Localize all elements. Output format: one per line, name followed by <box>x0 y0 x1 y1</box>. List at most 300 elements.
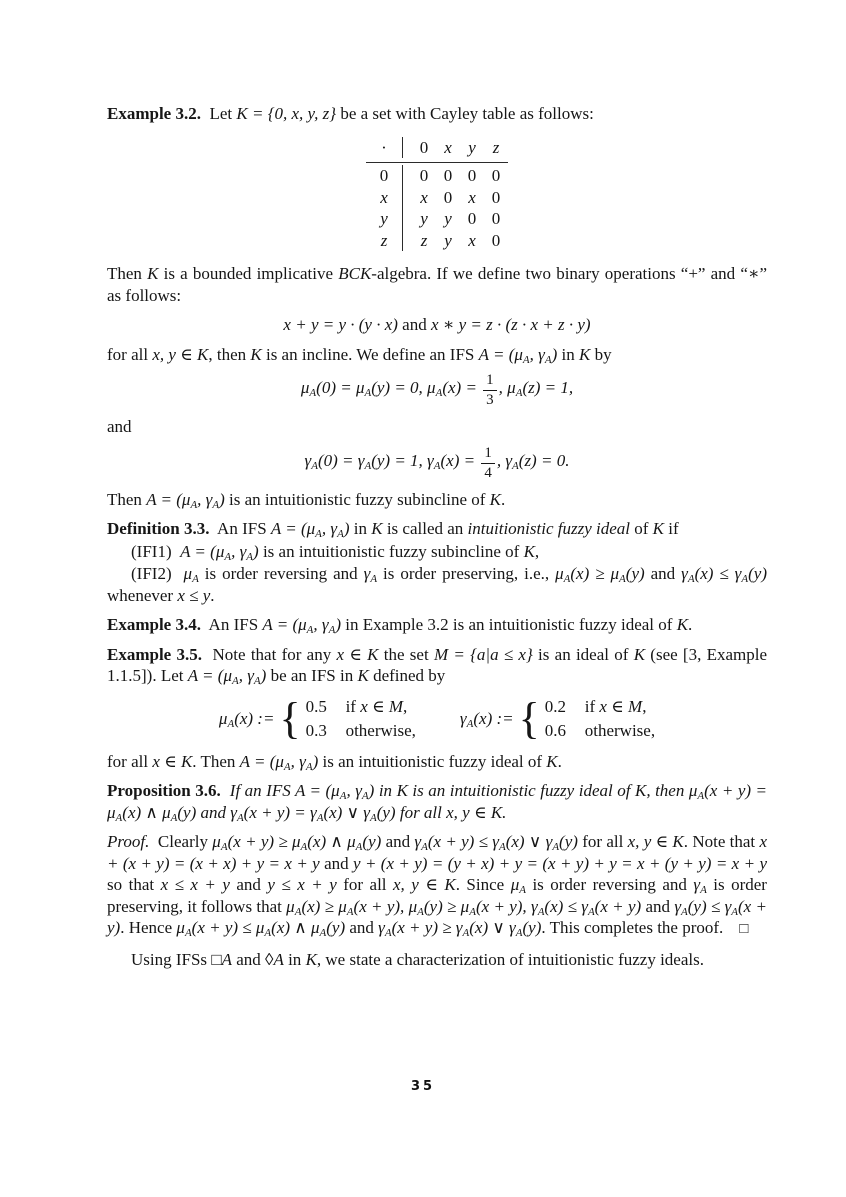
text-run: . This completes the proof. <box>541 918 724 937</box>
math-run: A <box>700 884 707 896</box>
math-run: K <box>523 541 535 561</box>
cayley-cell: 0 <box>419 166 429 185</box>
text-run: is an incline. We define an IFS <box>261 344 479 364</box>
case-rows <box>306 695 416 743</box>
math-run: A <box>231 675 239 687</box>
text-run: is order preserving, i.e., <box>377 564 556 583</box>
text-run: is called an <box>382 519 468 538</box>
text-run: in <box>349 519 372 538</box>
gamma-values-equation <box>107 446 767 481</box>
math-run: A <box>619 573 626 585</box>
cayley-body <box>366 163 508 251</box>
text-run: Let <box>200 104 237 123</box>
math-run: A <box>519 884 526 896</box>
cayley-header-cell: x <box>444 137 452 157</box>
math-run: BCK <box>338 264 372 283</box>
math-run: A <box>115 811 123 824</box>
math-run: (y) <box>376 802 396 822</box>
math-run: , γ <box>290 751 306 771</box>
math-run: M = {a|a ≤ x} <box>433 644 533 664</box>
math-run: (y) <box>748 564 767 583</box>
math-run: (x + y) <box>107 896 767 937</box>
math-run: μ <box>183 564 193 583</box>
math-run: (x + y) ≥ μ <box>227 832 301 851</box>
math-run: A <box>361 790 369 802</box>
cayley-operation-symbol: · <box>366 137 403 159</box>
math-run: (x + y) ≤ γ <box>427 832 499 851</box>
math-run: x + (x + y) = (x + x) + y = x + y <box>107 832 768 873</box>
math-run: A <box>433 459 441 472</box>
text-run: (IFI2) <box>131 564 184 583</box>
math-run: (x + y), μ <box>353 896 418 916</box>
math-run: A = (μ <box>270 519 316 538</box>
math-run: A = (μ <box>478 344 523 364</box>
proof-paragraph <box>107 831 767 941</box>
case-value: 0.2 <box>544 696 566 716</box>
math-run: A = (μ <box>146 489 191 509</box>
cayley-cell: 0 <box>491 230 501 250</box>
math-run: ) <box>260 666 267 685</box>
math-run: A <box>522 353 530 366</box>
math-run: A <box>681 905 688 918</box>
case-condition <box>585 695 647 719</box>
math-run: x + y = y · (y · x) <box>283 315 398 334</box>
cayley-cell: 0 <box>467 166 477 185</box>
math-run: A <box>369 811 377 824</box>
math-run: μ <box>688 781 698 800</box>
heading-label: Definition 3.3. <box>107 519 210 538</box>
text-run: Note that for any <box>202 644 337 664</box>
cayley-cell: x <box>420 187 428 207</box>
math-run: (y) <box>522 918 542 937</box>
text-run: Clearly <box>149 832 213 851</box>
math-run: μ <box>218 708 228 728</box>
math-run: A = (μ <box>262 615 307 634</box>
example-3-5 <box>107 644 767 687</box>
math-run: K <box>633 644 646 664</box>
math-run: A <box>462 927 470 939</box>
math-run: x ∈ K <box>336 644 379 664</box>
math-run: y ≤ x + y <box>267 875 337 894</box>
page-number: 35 <box>410 1079 436 1094</box>
math-run: A <box>370 573 378 585</box>
text-run: . Then <box>192 751 240 771</box>
text-run: . Since <box>455 875 511 894</box>
text-run: is a bounded implicative <box>158 264 339 283</box>
math-run: A <box>337 528 344 540</box>
math-run: K <box>305 949 317 969</box>
case-lhs <box>460 708 514 730</box>
math-run: (y) ≤ γ <box>687 896 732 916</box>
math-run: (z) = 1, <box>522 378 574 397</box>
math-run: μ <box>176 918 185 937</box>
math-run: K <box>357 666 369 685</box>
math-run: , γ <box>197 489 213 509</box>
text-run: , we state a characterization of intuitionistic fuzzy ideals. <box>316 949 704 969</box>
math-run: (y) <box>177 802 197 822</box>
text-run: in <box>557 344 579 364</box>
closing-remark <box>107 949 767 971</box>
math-run: (x) ∧ μ <box>122 802 171 822</box>
text-run: (IFI1) <box>131 541 181 561</box>
text-run: whenever <box>107 585 178 605</box>
math-run: A <box>253 675 261 687</box>
math-run: (x) := <box>234 708 275 728</box>
cayley-row-label: y <box>366 208 403 230</box>
math-run: A <box>741 573 749 585</box>
math-run: ) <box>335 615 341 634</box>
case-group <box>460 695 655 743</box>
math-run: A <box>311 459 318 472</box>
fraction-numerator: 1 <box>486 372 494 388</box>
math-run: A <box>544 353 552 366</box>
math-run: A <box>220 841 228 853</box>
cayley-cell: 0 <box>443 187 453 207</box>
math-run: , γ <box>529 344 545 364</box>
math-run: x, y ∈ K <box>393 875 456 894</box>
math-run: K = {0, x, y, z} <box>236 104 337 123</box>
text-run: and <box>229 875 268 894</box>
math-run: ) <box>551 344 558 364</box>
math-run: x ∈ M <box>360 696 404 716</box>
math-run: A <box>315 528 322 540</box>
text-run: in Example 3.2 is an intuitionistic fuzzy ideal of <box>341 615 677 634</box>
cayley-row-label: 0 <box>366 165 403 187</box>
example-3-4 <box>107 614 767 636</box>
math-run: A <box>264 927 272 939</box>
math-run: (0) = μ <box>316 378 365 397</box>
incline-ifs-paragraph <box>107 344 767 366</box>
text-run: in <box>283 949 306 969</box>
definition-3-3 <box>107 518 767 540</box>
math-run: A <box>339 790 347 802</box>
math-run: x, y ∈ K <box>627 832 684 851</box>
math-run: A <box>537 905 545 918</box>
text-run: be an IFS in <box>266 666 358 685</box>
math-run: γ <box>230 802 237 822</box>
text-run: . Note that <box>683 832 760 851</box>
math-run: (x) ≤ γ <box>694 564 742 583</box>
binary-operations-equation <box>107 314 767 336</box>
math-run: K <box>371 519 383 538</box>
case-value: 0.3 <box>305 720 327 740</box>
case-row <box>306 695 416 719</box>
text-run: of <box>630 519 653 538</box>
math-run: A <box>731 905 739 918</box>
math-run: K <box>578 344 591 364</box>
text-run: , then <box>646 781 689 800</box>
math-run: K <box>396 781 408 800</box>
document-body <box>107 103 767 978</box>
text-run: , <box>534 541 540 561</box>
text-run: and <box>345 918 379 937</box>
math-run: A <box>328 624 336 636</box>
math-run: (y) <box>625 564 645 583</box>
math-run: (x + y), γ <box>475 896 538 916</box>
math-run: A <box>283 760 291 773</box>
condition-ifi1 <box>107 541 767 563</box>
text-run: and <box>381 832 415 851</box>
math-run: K <box>147 264 159 283</box>
math-run: A <box>384 927 392 939</box>
math-run: A <box>300 841 308 853</box>
cayley-row-cells <box>403 230 508 252</box>
math-run: A = (μ <box>180 541 225 561</box>
math-run: A <box>305 760 313 773</box>
condition-ifi2 <box>107 563 767 606</box>
math-run: γ <box>459 708 467 728</box>
case-lhs <box>219 708 275 730</box>
and-connector <box>107 416 767 438</box>
math-run: μ <box>555 564 564 583</box>
text-run: and <box>231 949 266 969</box>
math-run: γ <box>414 832 422 851</box>
text-run: . <box>502 802 507 822</box>
text-run: and <box>397 315 431 334</box>
text-run: is order reversing and <box>525 875 694 894</box>
cayley-row <box>366 230 508 252</box>
text-run: Then <box>107 264 148 283</box>
math-run: A <box>515 387 523 399</box>
math-run: A <box>469 905 476 918</box>
cayley-header-cell: 0 <box>419 137 429 157</box>
cayley-row <box>366 165 508 187</box>
math-run: (z) = 0. <box>518 450 570 470</box>
math-run: A <box>587 905 595 918</box>
cayley-table <box>366 137 508 252</box>
text-run: □ <box>211 949 222 969</box>
math-run: K <box>250 344 262 364</box>
heading-label: Proposition 3.6. <box>107 781 221 800</box>
text-run: in <box>374 781 397 800</box>
text-run: otherwise, <box>584 720 656 740</box>
text-run: for all <box>107 751 153 771</box>
case-value: 0.6 <box>544 720 566 740</box>
text-run: if <box>584 696 600 716</box>
text-run: An IFS <box>209 519 271 538</box>
math-run: x ≤ y <box>177 585 211 605</box>
case-condition <box>346 695 408 719</box>
text-run: . <box>557 751 562 771</box>
cayley-cell: 0 <box>467 209 477 228</box>
math-run: (x + y) ≥ γ <box>391 918 463 937</box>
case-condition <box>346 719 416 743</box>
math-run: A <box>221 949 232 969</box>
text-run: and <box>644 564 682 583</box>
math-run: x ∈ K <box>152 751 193 771</box>
mu-values-equation <box>107 373 767 408</box>
text-run: is an ideal of <box>532 644 634 664</box>
math-run: A <box>697 790 705 802</box>
math-run: A <box>346 905 354 918</box>
math-run: x, y ∈ K <box>446 802 503 822</box>
math-run: K <box>489 489 501 509</box>
math-run: A <box>319 927 327 939</box>
text-run: if <box>345 696 361 716</box>
left-brace-icon: { <box>518 693 540 743</box>
math-run: γ <box>304 450 312 470</box>
text-run: is order preserving, it follows that <box>107 875 767 916</box>
piecewise-definitions <box>107 695 767 743</box>
math-run: γ <box>363 564 371 583</box>
math-run: (x) := <box>473 708 514 728</box>
math-run: A <box>212 498 220 511</box>
case-rows <box>545 695 655 743</box>
cayley-header-cell: y <box>468 137 476 157</box>
cayley-row-label: z <box>366 230 403 252</box>
text-run: defined by <box>368 666 446 685</box>
math-run: (x + y) = γ <box>243 802 317 822</box>
math-run: K <box>652 519 665 538</box>
math-run: A <box>316 811 324 824</box>
math-run: , γ <box>238 666 254 685</box>
case-row <box>545 719 655 743</box>
math-run: (y) <box>559 832 578 851</box>
fraction <box>481 446 495 481</box>
fraction-denominator: 4 <box>481 463 495 481</box>
math-run: γ <box>693 875 701 894</box>
cayley-cell: 0 <box>491 209 501 228</box>
text-run: the set <box>378 644 434 664</box>
math-run: (x + y) ≤ μ <box>191 918 265 937</box>
math-run: A <box>309 387 317 399</box>
math-run: ) <box>343 519 350 538</box>
math-run: y + (x + y) = (y + x) + y = (x + y) + y = x + (y + y) = x + y <box>353 853 767 873</box>
math-run: γ <box>674 896 682 916</box>
math-run: μ <box>510 875 520 894</box>
text-run: (see [3, Example 1.1.5]). Let <box>107 644 768 685</box>
qed-square-icon: □ <box>739 921 749 937</box>
cayley-cell: 0 <box>491 187 501 207</box>
math-run: (x) ∧ μ <box>271 918 320 937</box>
text-run: intuitionistic fuzzy ideal <box>467 519 630 538</box>
math-run: (x) = <box>440 450 480 470</box>
math-run: (x + y) <box>594 896 642 916</box>
fraction-numerator: 1 <box>484 444 492 461</box>
math-run: x ∗ y = z · (z · x + z · y) <box>430 315 591 334</box>
math-run: , γ <box>231 541 247 561</box>
text-run: so that <box>107 875 161 894</box>
cayley-row-label: x <box>366 187 403 209</box>
text-run: and <box>319 853 354 873</box>
math-run: (x) ∨ γ <box>469 918 516 937</box>
text-run: . <box>210 585 215 605</box>
cayley-cell: 0 <box>491 166 501 185</box>
cayley-header-cells <box>403 137 508 159</box>
text-run: and <box>107 417 132 436</box>
cayley-row <box>366 208 508 230</box>
math-run: μ <box>300 378 310 397</box>
math-run: A <box>417 905 424 918</box>
text-run: for all <box>577 832 628 851</box>
math-run: A = (μ <box>239 751 284 771</box>
fraction-denominator: 3 <box>483 390 497 408</box>
math-run: μ <box>212 832 221 851</box>
text-run: is an intuitionistic fuzzy subincline of <box>258 541 524 561</box>
math-run: x ∈ M <box>599 696 643 716</box>
fraction <box>483 373 497 408</box>
math-run: A <box>498 841 506 853</box>
text-run: otherwise, <box>345 720 416 740</box>
cayley-cell: y <box>444 230 452 250</box>
math-run: x ≤ x + y <box>160 875 230 894</box>
cayley-header-cell: z <box>492 137 500 157</box>
heading-label: Example 3.4. <box>107 615 201 634</box>
text-run: . <box>501 489 506 509</box>
cayley-cell: x <box>468 187 476 207</box>
text-run: ◊ <box>265 949 274 969</box>
cayley-header-row <box>366 137 508 164</box>
text-run: , then <box>208 344 251 364</box>
math-run: (y) <box>326 918 346 937</box>
case-row <box>306 719 416 743</box>
math-run: A <box>687 573 695 585</box>
math-run: (y) ≥ μ <box>423 896 470 916</box>
math-run: A <box>552 841 560 853</box>
math-run: A <box>224 550 232 563</box>
math-run: A <box>170 811 178 824</box>
math-run: K <box>546 751 558 771</box>
math-run: A <box>364 459 372 472</box>
math-run: A <box>306 624 314 636</box>
cayley-row-cells <box>403 208 508 230</box>
text-run: -algebra. If we define two binary operations “+” and “∗” as follows: <box>107 264 767 305</box>
math-run: A <box>236 811 244 824</box>
text-run: and <box>196 802 231 822</box>
math-run: , γ <box>313 615 329 634</box>
text-run: Using IFSs <box>131 949 212 969</box>
text-run: Then <box>107 489 147 509</box>
math-run: (x) ≥ μ <box>301 896 347 916</box>
text-run: If an IFS <box>220 781 295 800</box>
text-run: . Hence <box>120 918 177 937</box>
math-run: A <box>227 717 235 730</box>
math-run: A <box>273 949 284 969</box>
math-run: A <box>246 550 254 563</box>
math-run: (0) = γ <box>317 450 365 470</box>
math-run: K <box>634 781 647 800</box>
math-run: A <box>190 498 198 511</box>
math-run: μ <box>286 896 295 916</box>
cayley-cell: z <box>420 230 428 250</box>
math-run: A <box>563 573 571 585</box>
case-condition <box>585 719 655 743</box>
text-run: is an intuitionistic fuzzy subincline of <box>224 489 490 509</box>
cayley-row-cells <box>403 165 508 187</box>
text-run: . <box>688 615 693 634</box>
math-run: A = (μ <box>294 781 340 800</box>
heading-label: Example 3.2. <box>107 104 201 123</box>
subincline-conclusion <box>107 489 767 511</box>
math-run: A <box>184 927 192 939</box>
math-run: (y) = 1, γ <box>371 450 434 470</box>
case-row <box>545 695 655 719</box>
cayley-row-cells <box>403 187 508 209</box>
text-run: An IFS <box>200 615 263 634</box>
case-value: 0.5 <box>305 696 327 716</box>
math-run: (x) ≥ μ <box>570 564 620 583</box>
cayley-cell: 0 <box>443 166 453 185</box>
math-run: A <box>515 927 523 939</box>
cayley-cell: y <box>420 209 428 228</box>
text-run: and <box>641 896 675 916</box>
text-run: is an intuitionistic fuzzy ideal of <box>318 751 547 771</box>
math-run: ) <box>368 781 375 800</box>
text-run: be a set with Cayley table as follows: <box>336 104 594 123</box>
math-run: A <box>435 387 443 399</box>
ideal-conclusion <box>107 751 767 773</box>
math-run: γ <box>378 918 385 937</box>
